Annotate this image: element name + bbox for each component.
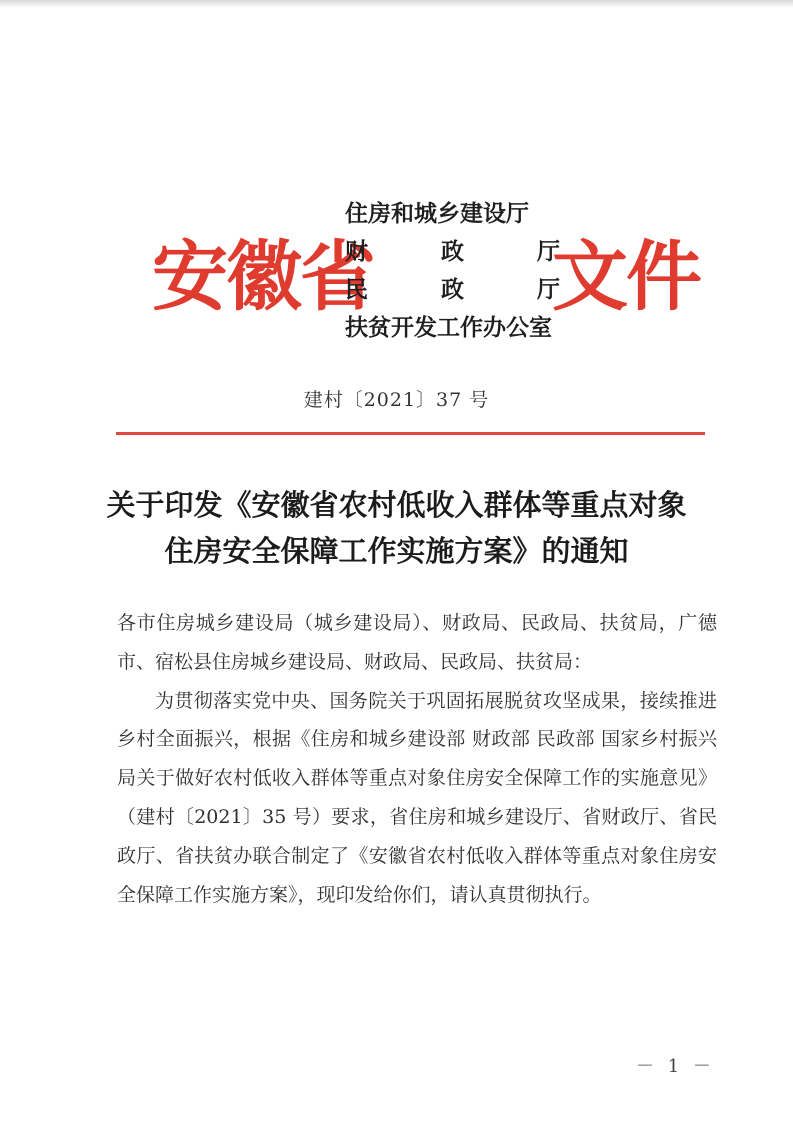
issuer-line: 民 政 厅 xyxy=(345,276,560,303)
page-number: － 1 － xyxy=(636,1056,715,1077)
addressee-paragraph: 各市住房城乡建设局（城乡建设局）、财政局、民政局、扶贫局，广德市、宿松县住房城乡建设局、财政局、民政局、扶贫局： xyxy=(117,612,717,673)
document-masthead xyxy=(0,195,793,355)
document-number: 建村〔2021〕37 号 xyxy=(303,389,490,411)
red-divider xyxy=(116,432,705,435)
masthead-prefix: 安徽省 xyxy=(152,232,374,321)
document-title xyxy=(80,482,713,574)
issuer-line: 财 政 厅 xyxy=(345,238,560,265)
title-line: 住房安全保障工作实施方案》的通知 xyxy=(164,534,629,568)
issuing-agencies xyxy=(345,195,565,347)
issuer-line: 扶贫开发工作办公室 xyxy=(345,314,552,341)
title-line: 关于印发《安徽省农村低收入群体等重点对象 xyxy=(106,488,687,522)
body-paragraph: 为贯彻落实党中央、国务院关于巩固拓展脱贫攻坚成果，接续推进乡村全面振兴，根据《住房和城乡建设部 财政部 民政部 国家乡村振兴局关于做好农村低收入群体等重点对象住房安全保障工作的实施意见》（建村〔2021〕35 号）要求，省住房和城乡建设厅、省财政厅、省民政厅、省扶贫办联合制定了《安徽省农村低收入群体等重点对象住房安全保障工作实施方案》，现印发给你们，请认真贯彻执行。 xyxy=(117,689,717,906)
document-body xyxy=(117,604,717,914)
masthead-suffix: 文件 xyxy=(552,232,700,321)
issuer-line: 住房和城乡建设厅 xyxy=(345,200,529,227)
scan-edge xyxy=(0,0,793,8)
